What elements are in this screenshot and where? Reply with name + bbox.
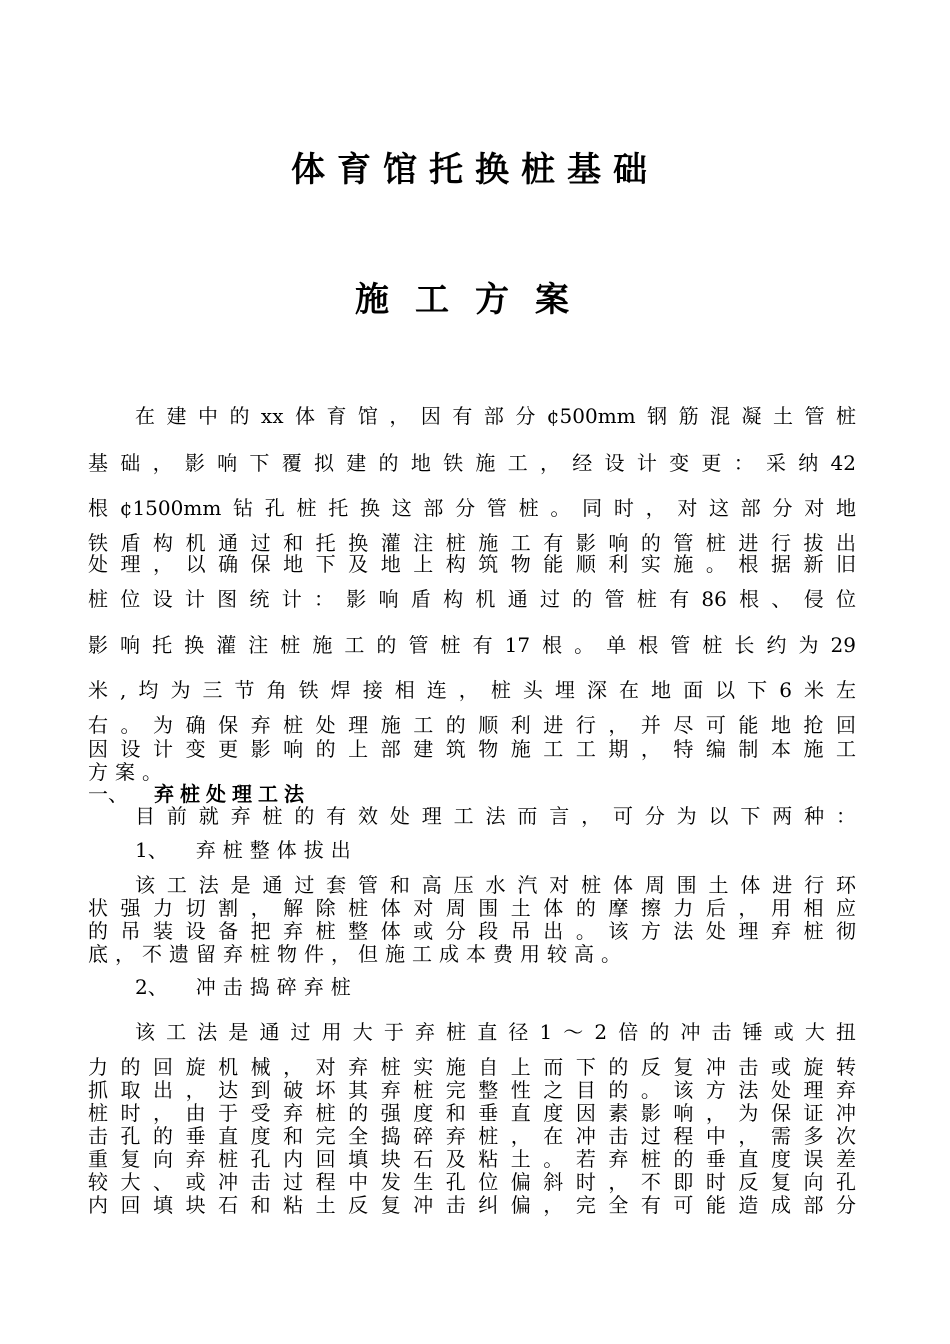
method-number: 2、 xyxy=(135,975,168,999)
document-title: 体育馆托换桩基础 xyxy=(291,150,659,190)
method1-line: 底，不遗留弃桩物件，但施工成本费用较高。 xyxy=(88,942,628,966)
method2-line: 抓取出，达到破坏其弃桩完整性之目的。该方法处理弃 xyxy=(88,1078,856,1102)
intro-line: 米,均为三节角铁焊接相连，桩头埋深在地面以下6米左 xyxy=(88,678,856,702)
method2-line: 力的回旋机械，对弃桩实施自上而下的反复冲击或旋转 xyxy=(88,1055,856,1079)
method1-line: 该工法是通过套管和高压水汽对桩体周围土体进行环 xyxy=(135,873,856,897)
method2-line: 桩时，由于受弃桩的强度和垂直度因素影响，为保证冲 xyxy=(88,1101,856,1125)
intro-line: 方案。 xyxy=(88,760,169,784)
method-title: 冲击捣碎弃桩 xyxy=(195,975,358,999)
method1-line: 状强力切割，解除桩体对周围土体的摩擦力后，用相应 xyxy=(88,896,856,920)
method-heading xyxy=(135,975,358,999)
section-title: 弃桩处理工法 xyxy=(154,782,310,806)
intro-line: 在建中的xx体育馆，因有部分¢500mm钢筋混凝土管桩 xyxy=(135,404,856,428)
method-heading xyxy=(135,838,358,862)
method2-line: 较大、或冲击过程中发生孔位偏斜时，不即时反复向孔 xyxy=(88,1170,856,1194)
intro-line: 基础，影响下覆拟建的地铁施工，经设计变更：采纳42 xyxy=(88,451,856,475)
method2-line: 击孔的垂直度和完全捣碎弃桩，在冲击过程中，需多次 xyxy=(88,1124,856,1148)
method2-line: 重复向弃桩孔内回填块石及粘土。若弃桩的垂直度误差 xyxy=(88,1147,856,1171)
intro-line: 根¢1500mm钻孔桩托换这部分管桩。同时，对这部分对地 xyxy=(88,496,856,520)
method-title: 弃桩整体拔出 xyxy=(195,838,358,862)
method2-line: 该工法是通过用大于弃桩直径1～2倍的冲击锤或大扭 xyxy=(135,1020,856,1044)
intro-line: 铁盾构机通过和托换灌注桩施工有影响的管桩进行拔出 xyxy=(88,531,856,555)
section-heading xyxy=(88,782,310,806)
intro-line: 因设计变更影响的上部建筑物施工工期，特编制本施工 xyxy=(88,737,856,761)
intro-line: 影响托换灌注桩施工的管桩有17根。单根管桩长约为29 xyxy=(88,633,856,657)
intro-line: 桩位设计图统计：影响盾构机通过的管桩有86根、侵位 xyxy=(88,587,856,611)
section-intro: 目前就弃桩的有效处理工法而言，可分为以下两种： xyxy=(135,804,856,828)
method1-line: 的吊装设备把弃桩整体或分段吊出。该方法处理弃桩彻 xyxy=(88,919,856,943)
document-subtitle: 施工方案 xyxy=(355,280,595,320)
intro-line: 处理，以确保地下及地上构筑物能顺利实施。根据新旧 xyxy=(88,552,856,576)
intro-line: 右。为确保弃桩处理施工的顺利进行，并尽可能地抢回 xyxy=(88,713,856,737)
section-number: 一、 xyxy=(88,782,128,806)
method-number: 1、 xyxy=(135,838,168,862)
method2-line: 内回填块石和粘土反复冲击纠偏，完全有可能造成部分 xyxy=(88,1193,856,1217)
